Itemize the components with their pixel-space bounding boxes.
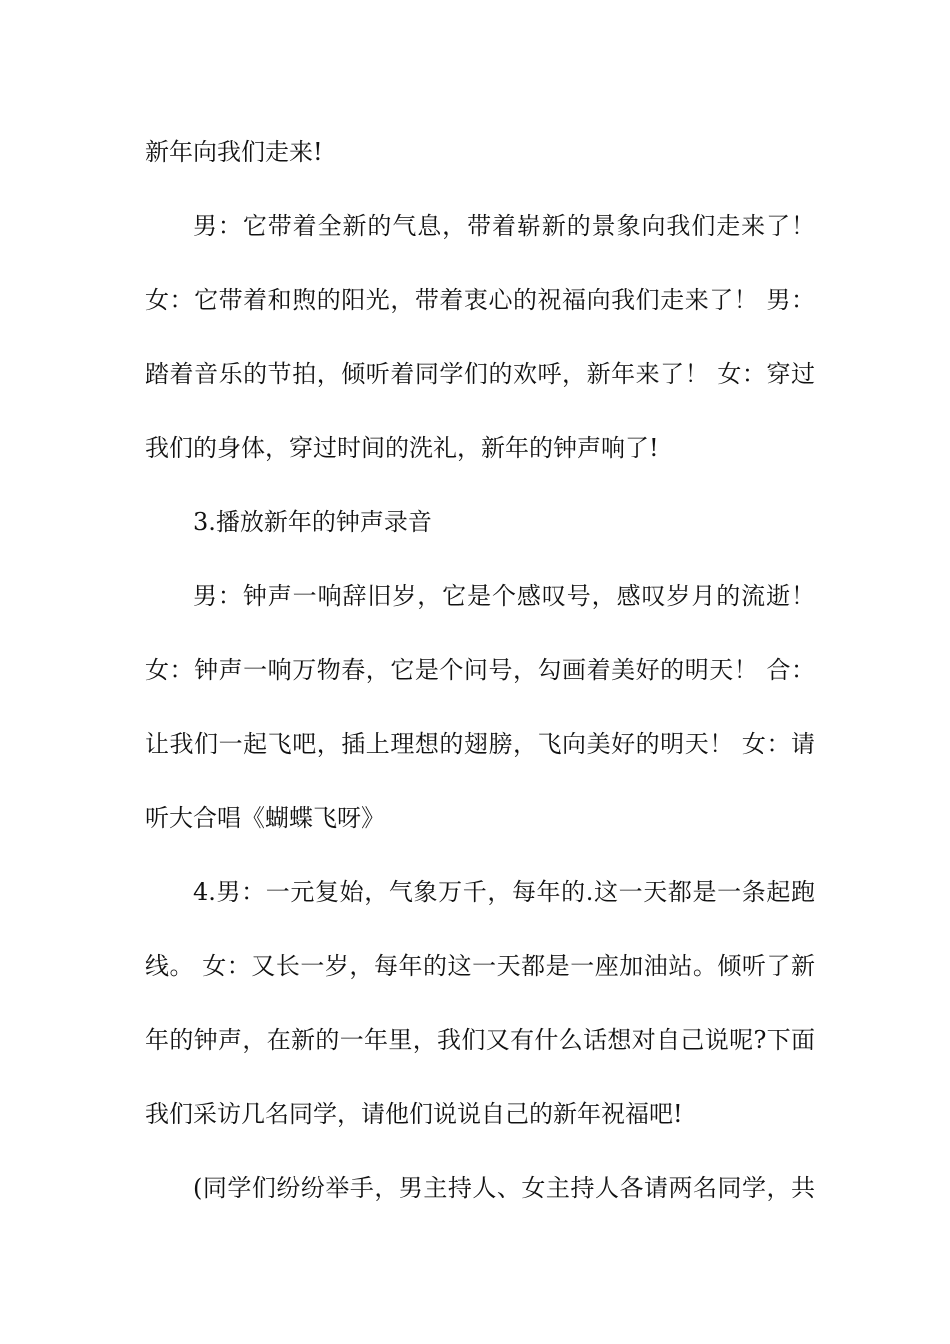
text-line-14: 我们采访几名同学，请他们说说自己的新年祝福吧! [145,1100,683,1128]
text-line-15: (同学们纷纷举手，男主持人、女主持人各请两名同学，共 [193,1174,815,1202]
text-line-8: 女：钟声一响万物春，它是个问号，勾画着美好的明天！ 合： [145,656,815,684]
text-line-9: 让我们一起飞吧，插上理想的翅膀，飞向美好的明天！ 女：请 [145,730,815,758]
text-line-5: 我们的身体，穿过时间的洗礼，新年的钟声响了! [145,434,659,462]
text-line-7: 男：钟声一响辞旧岁，它是个感叹号，感叹岁月的流逝！ [193,582,815,610]
text-line-3: 女：它带着和煦的阳光，带着衷心的祝福向我们走来了！ 男： [145,286,815,314]
text-line-12: 线。 女：又长一岁，每年的这一天都是一座加油站。倾听了新 [145,952,815,980]
text-line-1: 新年向我们走来! [145,138,323,166]
text-line-13: 年的钟声，在新的一年里，我们又有什么话想对自己说呢?下面 [145,1026,815,1054]
text-line-6: 3.播放新年的钟声录音 [193,508,432,536]
text-line-2: 男：它带着全新的气息，带着崭新的景象向我们走来了！ [193,212,815,240]
text-line-11: 4.男：一元复始，气象万千，每年的.这一天都是一条起跑 [193,878,815,906]
text-line-4: 踏着音乐的节拍，倾听着同学们的欢呼，新年来了！ 女：穿过 [145,360,815,388]
text-line-10: 听大合唱《蝴蝶飞呀》 [145,804,385,832]
